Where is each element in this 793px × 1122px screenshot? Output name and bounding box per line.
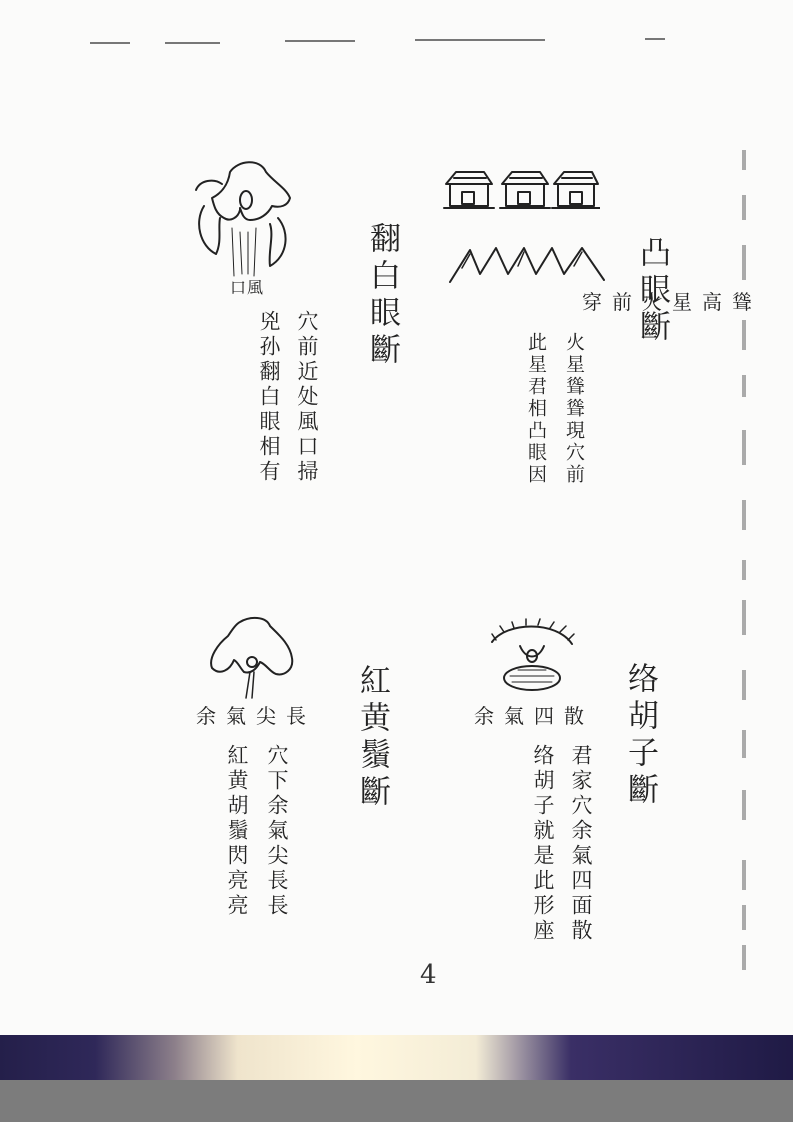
section-body-line: 络胡子就是此形座 — [531, 744, 555, 944]
binding-edge — [742, 905, 746, 930]
page-number: 4 — [420, 960, 437, 990]
scan-gray-border — [0, 1080, 793, 1122]
binding-edge — [742, 600, 746, 635]
binding-edge — [742, 375, 746, 397]
binding-edge — [742, 945, 746, 970]
section-title-tu-yan: 凸眼斷 — [634, 236, 670, 347]
scan-mark — [90, 42, 130, 44]
binding-edge — [742, 860, 746, 890]
sketch-label-wind-mouth: 口風 — [230, 278, 265, 297]
house-icon — [444, 172, 494, 208]
binding-edge — [742, 320, 746, 350]
binding-edge — [742, 790, 746, 820]
binding-edge — [742, 730, 746, 758]
section-body-line: 穴前近处風口掃 — [295, 310, 319, 485]
section-caption-luo-hu-zi: 余氣四散 — [474, 704, 594, 728]
binding-edge — [742, 430, 746, 465]
section-body-line: 火星聳聳現穴前 — [563, 332, 585, 486]
scan-mark — [285, 40, 355, 42]
section-title-hong-huang-xu: 紅黄鬚斷 — [354, 664, 390, 812]
scan-mark — [645, 38, 665, 40]
section-body-line: 兇孙翻白眼相有 — [257, 310, 281, 485]
houses-sketch — [440, 164, 600, 212]
binding-edge — [742, 670, 746, 700]
section-body-line: 君家穴余氣四面散 — [569, 744, 593, 944]
binding-edge — [742, 500, 746, 530]
wind-mouth-sketch — [190, 158, 300, 290]
section-title-luo-hu-zi: 络胡子斷 — [622, 662, 658, 810]
scan-color-band — [0, 1035, 793, 1080]
section-body-line: 紅黄胡鬚閃亮亮 — [225, 744, 249, 919]
section-caption-tu-yan: 穿前火星高聳 — [582, 290, 762, 314]
section-caption-hong-huang-xu: 余氣尖長 — [196, 704, 316, 728]
binding-edge — [742, 245, 746, 280]
binding-edge — [742, 195, 746, 220]
pointed-qi-sketch — [204, 614, 300, 700]
binding-edge — [742, 150, 746, 170]
house-icon — [500, 172, 550, 208]
section-title-fan-bai-yan: 翻白眼斷 — [364, 222, 400, 370]
scan-mark — [415, 39, 545, 41]
fire-star-peaks-sketch — [448, 244, 606, 286]
scan-mark — [165, 42, 220, 44]
house-icon — [552, 172, 600, 208]
section-body-line: 此星君相凸眼因 — [525, 332, 547, 486]
scattered-qi-sketch — [486, 616, 578, 702]
binding-edge — [742, 560, 746, 580]
section-body-line: 穴下余氣尖長長 — [265, 744, 289, 919]
